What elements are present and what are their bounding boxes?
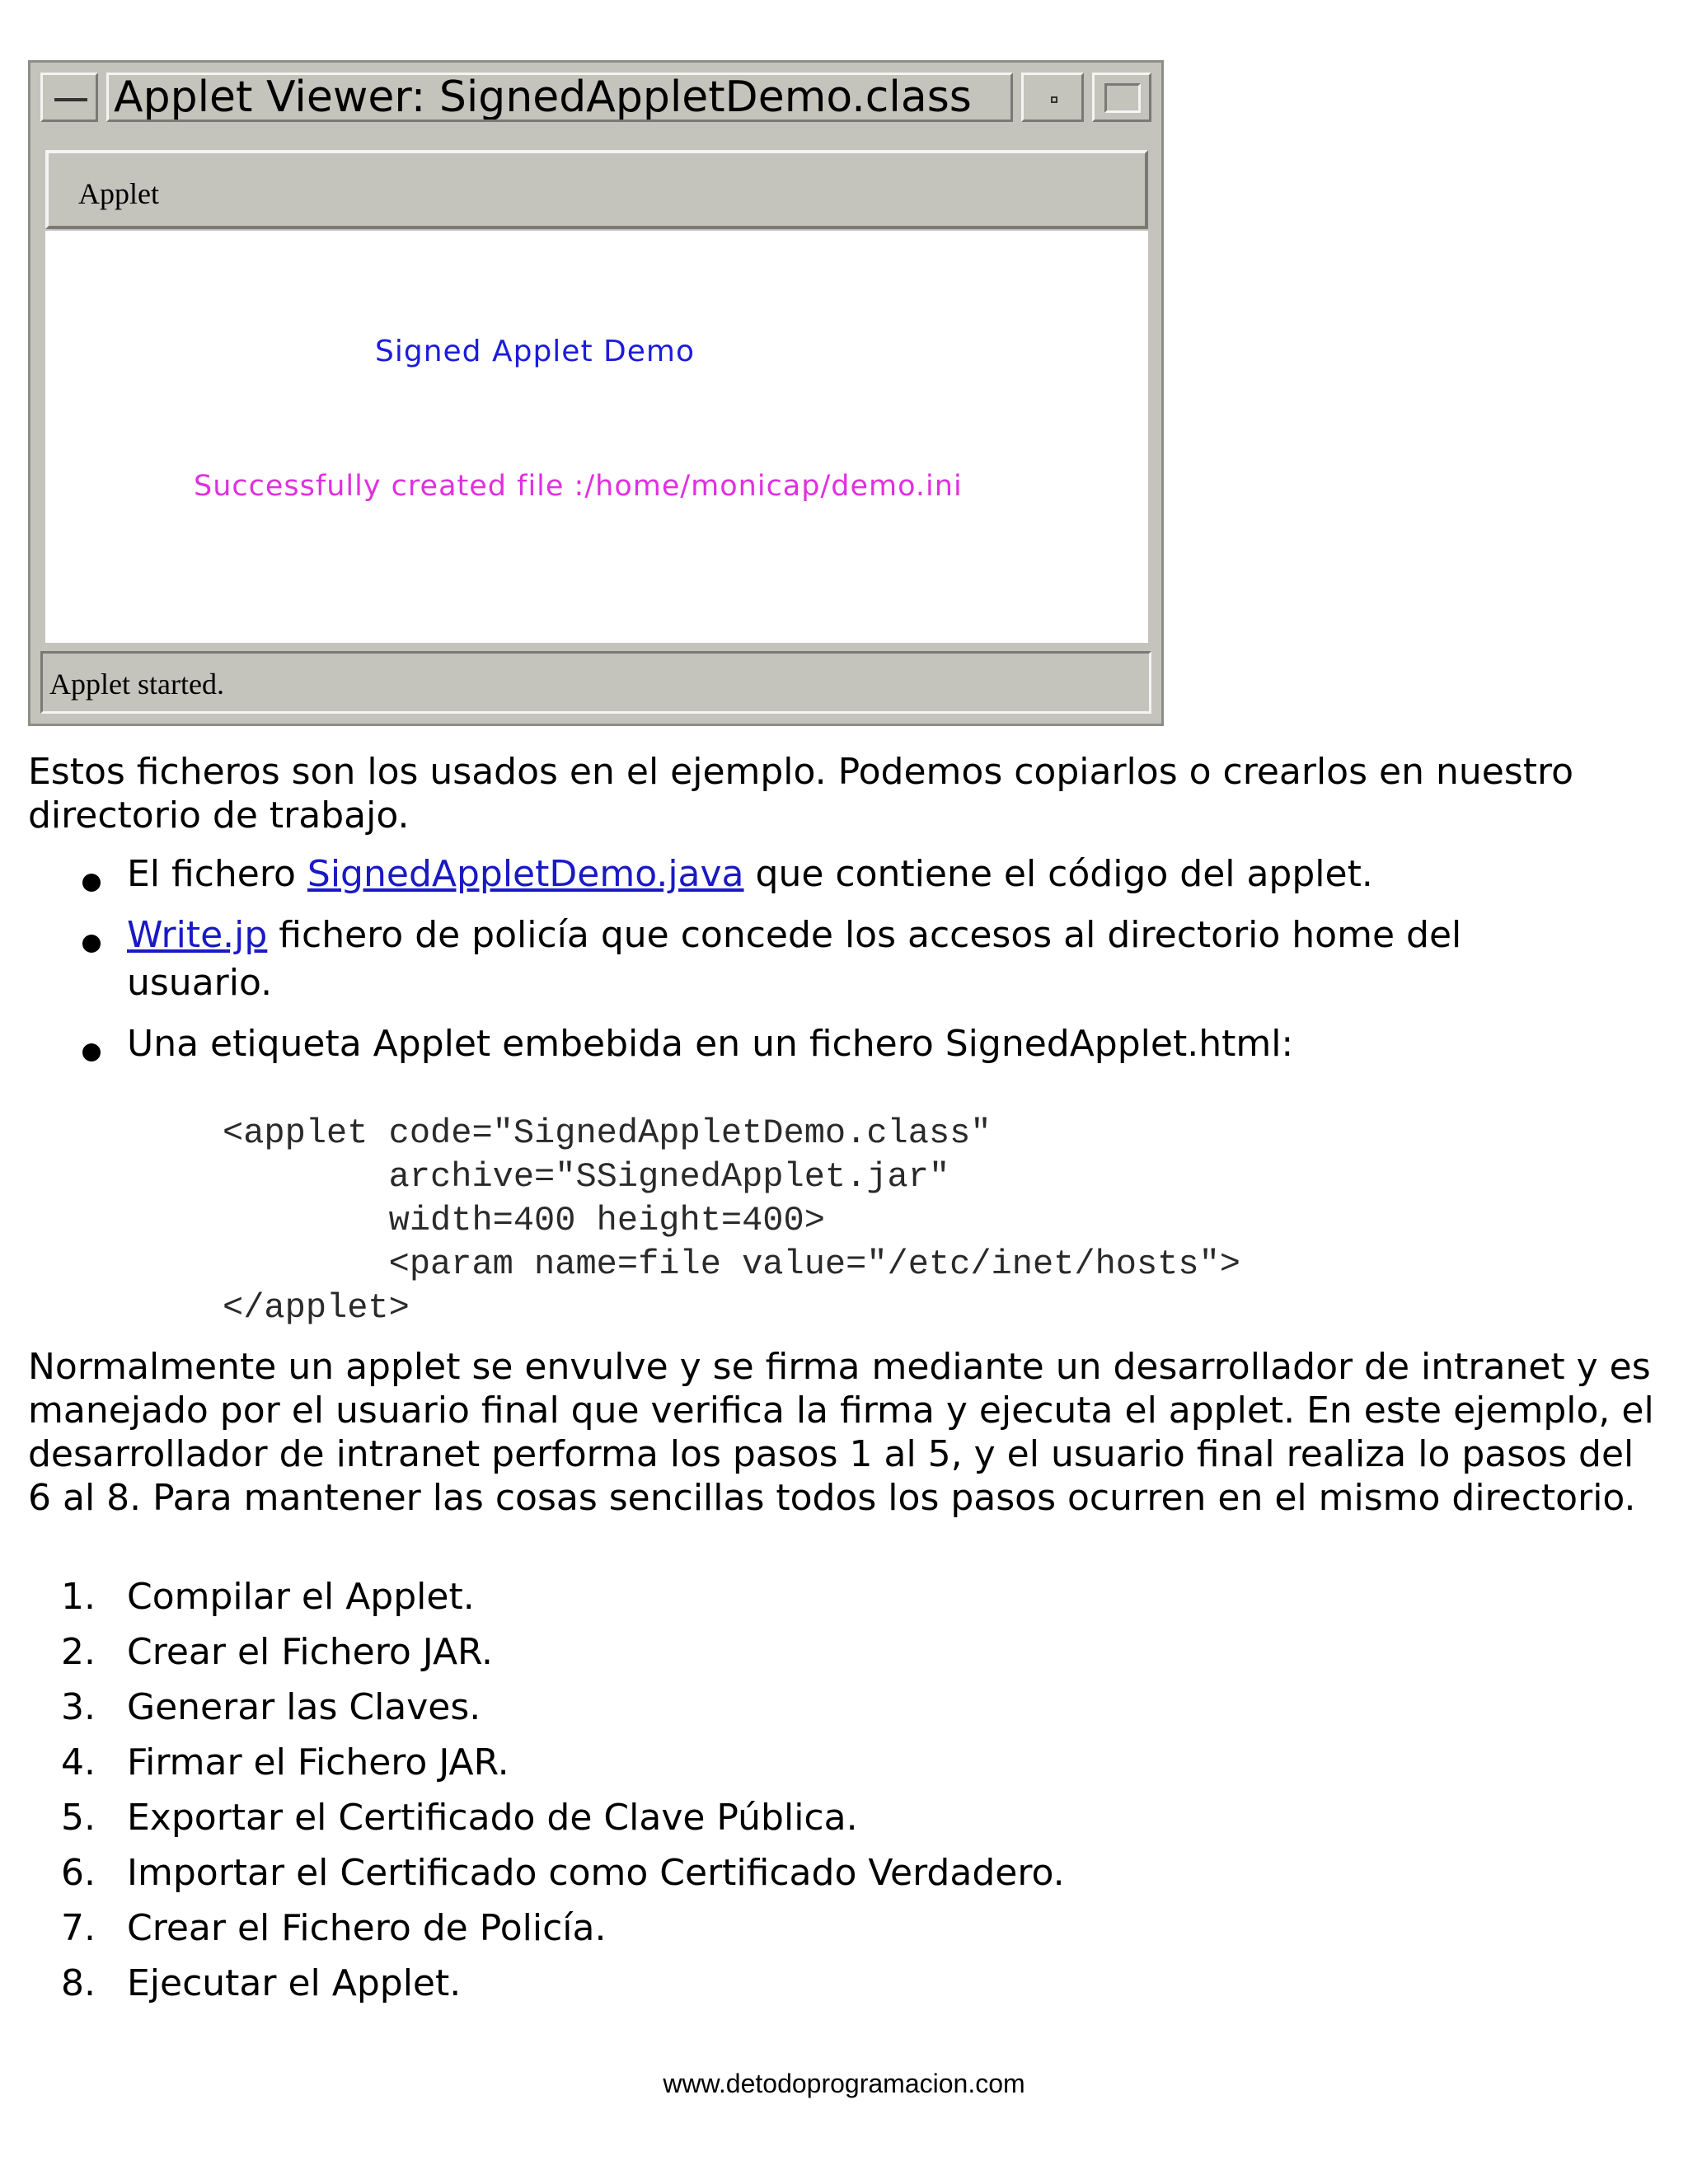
link-write-jp[interactable]: Write.jp xyxy=(127,914,268,956)
menu-applet[interactable]: Applet xyxy=(78,177,159,210)
step-number: 2. xyxy=(61,1631,96,1673)
window-menu-button[interactable] xyxy=(40,73,98,122)
applet-tag-code: <applet code="SignedAppletDemo.class" archive="SSignedApplet.jar" width=400 height=400> <param name=file value="/etc/inet/hosts"> </applet> xyxy=(223,1113,1241,1328)
list-item xyxy=(0,912,1553,1007)
intro-paragraph: Estos ficheros son los usados en el ejemplo. Podemos copiarlos o crearlos en nuestro directorio de trabajo. xyxy=(28,751,1574,837)
step-text: Ejecutar el Applet. xyxy=(127,1962,462,2004)
step-text: Exportar el Certificado de Clave Pública. xyxy=(127,1797,858,1839)
step-item xyxy=(0,1961,1065,2005)
step-text: Crear el Fichero JAR. xyxy=(127,1631,494,1673)
step-item xyxy=(0,1851,1065,1895)
bullet-icon xyxy=(82,874,101,892)
link-signedappletdemo-java[interactable]: SignedAppletDemo.java xyxy=(307,853,744,895)
step-number: 7. xyxy=(61,1907,96,1949)
step-text: Crear el Fichero de Policía. xyxy=(127,1907,607,1949)
footer-url: www.detodoprogramacion.com xyxy=(663,2069,1025,2098)
step-text: Importar el Certificado como Certificado Verdadero. xyxy=(127,1852,1065,1894)
step-item xyxy=(0,1906,1065,1950)
step-item xyxy=(0,1685,1065,1729)
step-number: 3. xyxy=(61,1686,96,1728)
step-number: 6. xyxy=(61,1852,96,1894)
maximize-button[interactable] xyxy=(1092,73,1151,122)
file-list xyxy=(0,851,1553,1081)
title-bar xyxy=(40,73,1151,124)
applet-viewer-window xyxy=(28,60,1164,726)
bullet-icon xyxy=(82,935,101,953)
steps-paragraph: Normalmente un applet se envulve y se firma mediante un desarrollador de intranet y es manejado por el usuario final que verifica la firma y ejecuta el applet. En este ejemplo, el desarrollador de intranet performa los pasos 1 al 5, y el usuario final realiza lo pasos del 6 al 8. Para mantener las cosas sencillas todos los pasos ocurren en el mismo directorio. xyxy=(28,1346,1654,1519)
step-text: Firmar el Fichero JAR. xyxy=(127,1741,509,1783)
minimize-button[interactable] xyxy=(1021,73,1084,122)
step-number: 4. xyxy=(61,1741,96,1783)
list-item xyxy=(0,1020,1553,1068)
step-item xyxy=(0,1796,1065,1840)
window-title: Applet Viewer: SignedAppletDemo.class xyxy=(106,73,1013,122)
step-number: 5. xyxy=(61,1797,96,1839)
steps-list xyxy=(0,1575,1065,2017)
step-number: 1. xyxy=(61,1576,96,1618)
menu-bar xyxy=(45,150,1148,229)
applet-message: Successfully created file :/home/monicap/demo.ini xyxy=(194,470,963,503)
list-item-text: fichero de policía que concede los accesos al directorio home del usuario. xyxy=(127,914,1462,1004)
applet-heading: Signed Applet Demo xyxy=(375,335,695,368)
step-text: Compilar el Applet. xyxy=(127,1576,475,1618)
step-item xyxy=(0,1575,1065,1619)
maximize-icon xyxy=(1104,83,1141,113)
list-item-text: El fichero xyxy=(127,853,307,895)
window-menu-icon xyxy=(54,98,87,101)
step-item xyxy=(0,1741,1065,1784)
step-number: 8. xyxy=(61,1962,96,2004)
bullet-icon xyxy=(82,1043,101,1062)
list-item-text: Una etiqueta Applet embebida en un fichero SignedApplet.html: xyxy=(127,1023,1294,1065)
applet-canvas xyxy=(45,231,1148,643)
step-item xyxy=(0,1630,1065,1674)
minimize-icon xyxy=(1051,96,1057,103)
list-item-text: que contiene el código del applet. xyxy=(743,853,1373,895)
status-bar xyxy=(40,651,1151,714)
step-text: Generar las Claves. xyxy=(127,1686,481,1728)
list-item xyxy=(0,851,1553,898)
status-text: Applet started. xyxy=(49,668,224,701)
